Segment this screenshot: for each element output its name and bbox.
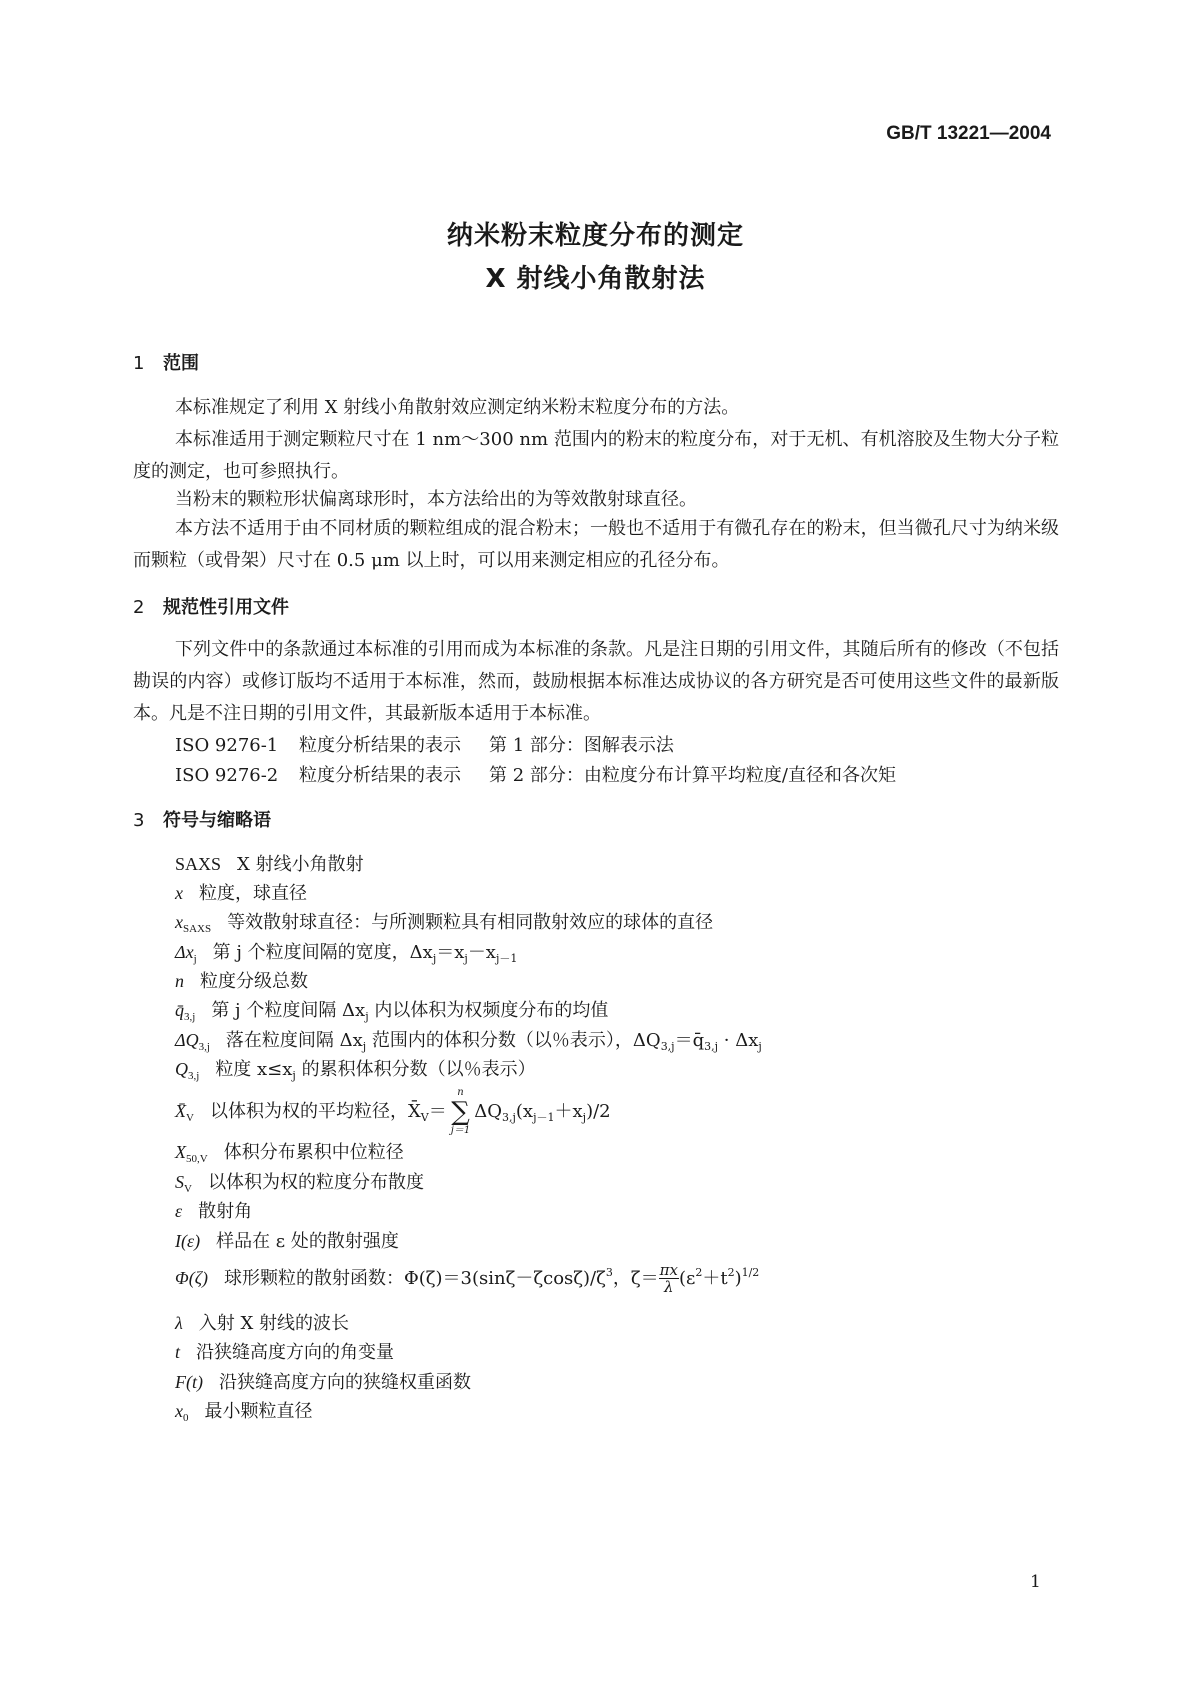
section-1-heading xyxy=(133,349,199,375)
page-subtitle: X 射线小角散射法 xyxy=(485,264,706,294)
symbol-entry xyxy=(175,1168,424,1195)
paragraph: 下列文件中的条款通过本标准的引用而成为本标准的条款。凡是注日期的引用文件，其随后所有的修改（不包括勘误的内容）或修订版均不适用于本标准，然而，鼓励根据本标准达成协议的各方研究是否可使用这些文件的最新版本。凡是不注日期的引用文件，其最新版本适用于本标准。 xyxy=(133,639,1059,724)
section-number: 3 xyxy=(133,810,145,831)
reference-code: ISO 9276-1 xyxy=(175,735,279,756)
reference-part: 第 2 部分：由粒度分布计算平均粒度/直径和各次矩 xyxy=(489,765,896,786)
symbol-entry xyxy=(175,1227,399,1253)
symbol: $X̄_V$ xyxy=(175,1101,194,1124)
symbol-description: 第 j 个粒度间隔 $\Delta x_j$ 内以体积为权频度分布的均值 xyxy=(211,1000,609,1023)
symbol-entry xyxy=(175,1026,762,1053)
symbol: Φ(ζ) xyxy=(175,1267,208,1288)
symbol: $x_{SAXS}$ xyxy=(175,912,212,935)
symbol: t xyxy=(175,1342,181,1362)
symbol: $S_V$ xyxy=(175,1172,192,1195)
symbol: $Q_{3,j}$ xyxy=(175,1059,200,1082)
symbol-entry xyxy=(175,996,608,1023)
symbol-description: 落在粒度间隔 $\Delta x_j$ 范围内的体积分数（以％表示），$\Delta Q_{3,j}=q̄_{3,j} \cdot \Delta x_j$ xyxy=(225,1030,762,1053)
symbol: $x_0$ xyxy=(175,1401,189,1424)
symbol-description: 沿狭缝高度方向的角变量 xyxy=(196,1342,395,1363)
page-number: 1 xyxy=(1030,1572,1041,1592)
symbol-description: 以体积为权的粒度分布散度 xyxy=(207,1172,424,1193)
paragraph: 本标准规定了利用 X 射线小角散射效应测定纳米粉末粒度分布的方法。 xyxy=(175,397,740,418)
symbol: ε xyxy=(175,1201,183,1221)
symbol-description: 体积分布累积中位粒径 xyxy=(223,1142,404,1163)
symbol-entry xyxy=(175,1138,404,1165)
symbol-entry xyxy=(175,938,517,966)
symbol-description: 第 j 个粒度间隔的宽度，$\Delta x_j=x_j-x_{j-1}$ xyxy=(212,942,518,965)
reference-item xyxy=(175,731,674,757)
standard-code: GB/T 13221—2004 xyxy=(886,123,1051,144)
section-title: 规范性引用文件 xyxy=(163,597,289,618)
summation-icon: n ∑ j＝1 xyxy=(450,1087,471,1136)
symbol-description: 沿狭缝高度方向的狭缝权重函数 xyxy=(218,1372,471,1393)
symbol-description: 粒度 $x\le x_j$ 的累积体积分数（以％表示） xyxy=(215,1059,536,1082)
reference-title: 粒度分析结果的表示 xyxy=(299,765,461,786)
symbol-entry xyxy=(175,1262,759,1295)
symbol-entry xyxy=(175,1197,252,1223)
symbol-description: X 射线小角散射 xyxy=(237,854,364,875)
paragraph: 本方法不适用于由不同材质的颗粒组成的混合粉末；一般也不适用于有微孔存在的粉末，但当微孔尺寸为纳米级而颗粒（或骨架）尺寸在 0.5 μm 以上时，可以用来测定相应的孔径分布。 xyxy=(133,518,1059,571)
section-number: 1 xyxy=(133,353,145,374)
symbol: SAXS xyxy=(175,854,222,874)
section-title: 符号与缩略语 xyxy=(163,810,271,831)
symbol-entry xyxy=(175,1338,394,1364)
symbol-description: 入射 X 射线的波长 xyxy=(198,1313,350,1334)
section-3-heading xyxy=(133,806,271,832)
fraction: $\frac{\pi x}{\lambda}$ xyxy=(659,1261,678,1296)
symbol: n xyxy=(175,971,184,991)
symbol-entry xyxy=(175,1397,313,1424)
reference-code: ISO 9276-2 xyxy=(175,765,279,786)
symbol-entry xyxy=(175,908,713,935)
paragraph: 本标准适用于测定颗粒尺寸在 1 nm～300 nm 范围内的粉末的粒度分布，对于无机、有机溶胶及生物大分子粒度的测定，也可参照执行。 xyxy=(133,429,1059,482)
symbol-description: 样品在 ε 处的散射强度 xyxy=(216,1231,399,1252)
symbol-description: 粒度，球直径 xyxy=(199,883,307,904)
symbol-description: 等效散射球直径：与所测颗粒具有相同散射效应的球体的直径 xyxy=(227,912,714,933)
reference-title: 粒度分析结果的表示 xyxy=(299,735,461,756)
symbol-entry xyxy=(175,850,364,876)
section-title: 范围 xyxy=(163,353,199,374)
symbol-entry xyxy=(175,967,308,993)
symbol: F(t) xyxy=(175,1372,203,1392)
symbol-description: 散射角 xyxy=(198,1201,253,1222)
symbol: $X_{50,V}$ xyxy=(175,1142,208,1165)
reference-item xyxy=(175,761,896,787)
section-2-heading xyxy=(133,593,289,619)
symbol-entry xyxy=(175,1368,471,1394)
symbol-entry xyxy=(175,1055,536,1082)
symbol: I(ε) xyxy=(175,1231,201,1251)
paragraph: 当粉末的颗粒形状偏离球形时，本方法给出的为等效散射球直径。 xyxy=(175,489,697,510)
symbol: $\Delta Q_{3,j}$ xyxy=(175,1030,210,1053)
symbol-description: 球形颗粒的散射函数：$\Phi(\zeta)=3(\sin\zeta-\zeta\cos\zeta)/\zeta^3$，ζ＝ $\frac{\pi x}{\lambda}$ $(\varepsilon^2+t^2)^{1/2}$ xyxy=(223,1261,760,1296)
symbol-entry xyxy=(175,1309,349,1335)
page-title: 纳米粉末粒度分布的测定 xyxy=(446,221,744,251)
symbol: $\Delta x_j$ xyxy=(175,942,197,965)
symbol: λ xyxy=(175,1313,183,1333)
symbol: x xyxy=(175,883,183,903)
reference-part: 第 1 部分：图解表示法 xyxy=(489,735,674,756)
symbol: $q̄_{3,j}$ xyxy=(175,1000,196,1023)
section-number: 2 xyxy=(133,597,145,618)
symbol-description: 以体积为权的平均粒径，$X̄_V=$ n ∑ j＝1 $\Delta Q_{3,j}(x_{j-1}+x_j)/2$ xyxy=(209,1087,611,1136)
symbol-description: 粒度分级总数 xyxy=(200,971,308,992)
symbol-entry xyxy=(175,879,307,905)
symbol-description: 最小颗粒直径 xyxy=(204,1401,313,1422)
symbol-entry xyxy=(175,1087,611,1137)
